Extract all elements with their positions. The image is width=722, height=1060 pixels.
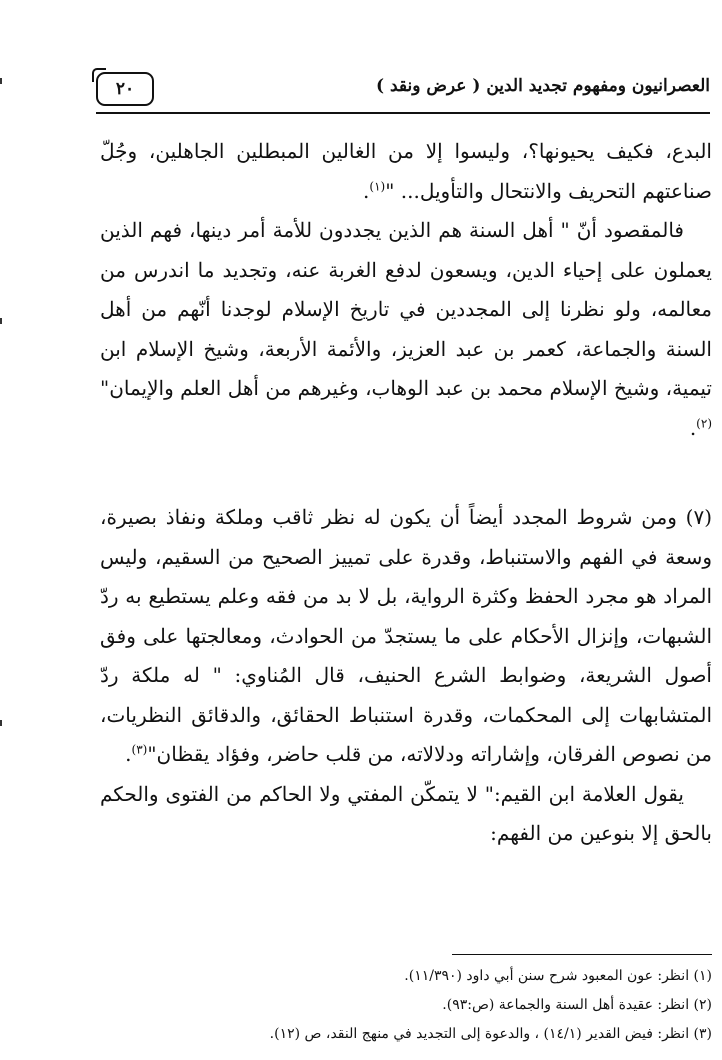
footnote-2: (٢) انظر: عقيدة أهل السنة والجماعة (ص:٩٣).	[442, 997, 712, 1013]
margin-mark	[0, 318, 2, 324]
footnote-3: (٣) انظر: فيض القدير (١٤/١) ، والدعوة إلى التجديد في منهج النقد، ص (١٢).	[269, 1026, 712, 1042]
page-header	[96, 66, 710, 114]
paragraph-tail: .	[125, 742, 132, 766]
footnote-1: (١) انظر: عون المعبود شرح سنن أبي داود (١١/٣٩٠).	[404, 968, 712, 984]
footnote-separator	[452, 954, 712, 955]
paragraph-text: فالمقصود أنّ " أهل السنة هم الذين يجددون للأمة أمر دينها، فهم الذين يعملون على إحياء الدين، ويسعون لدفع الغربة عنه، وتجديد ما اندرس من معالمه، ولو نظرنا إلى المجددين في تاريخ الإسلام لوجدنا أنّهم من أهل السنة والجماعة، كعمر بن عبد العزيز، والأئمة الأربعة، وشيخ الإسلام ابن تيمية، وشيخ الإسلام محمد بن عبد الوهاب، وغيرهم من أهل العلم والإيمان"	[100, 218, 712, 400]
paragraph-ibn-qayyim	[100, 775, 712, 854]
paragraph-condition-7	[100, 498, 712, 775]
running-title: العصرانيون ومفهوم تجديد الدين ( عرض ونقد )	[376, 76, 710, 96]
paragraph-text: البدع، فكيف يحيونها؟، وليسوا إلا من الغالين المبطلين الجاهلين، وجُلّ صناعتهم التحريف والانتحال والتأويل... "	[100, 139, 712, 203]
page-number: ٢٠	[96, 72, 154, 106]
body-text	[100, 132, 712, 854]
margin-mark	[0, 78, 2, 84]
footnotes	[100, 962, 712, 1049]
paragraph-tail: .	[689, 415, 697, 440]
paragraph-ahl-sunnah	[100, 211, 712, 448]
footnote-ref-2: (٢)	[696, 415, 712, 430]
footnote-ref-1: (١)	[369, 178, 386, 193]
footnote-ref-3: (٣)	[131, 742, 148, 757]
paragraph-tail: .	[363, 178, 370, 203]
paragraph-text: يقول العلامة ابن القيم:" لا يتمكّن المفتي ولا الحاكم من الفتوى والحكم بالحق إلا بنوعين من الفهم:	[100, 781, 712, 845]
paragraph-continuation	[100, 132, 712, 211]
margin-mark	[0, 720, 2, 726]
paragraph-text: (٧) ومن شروط المجدد أيضاً أن يكون له نظر ثاقب وملكة ونفاذ بصيرة، وسعة في الفهم والاستنباط، وقدرة على تمييز الصحيح من السقيم، وليس المراد هو مجرد الحفظ وكثرة الرواية، بل لا بد من فقه وعلم يستطيع به ردّ الشبهات، وإنزال الأحكام على ما يستجدّ من الحوادث، ومعالجتها على وفق أصول الشريعة، وضوابط الشرع الحنيف، قال المُناوي: " له ملكة ردّ المتشابهات إلى المحكمات، وقدرة استنباط الحقائق، والدقائق النظريات، من نصوص الفرقان، وإشاراته ودلالاته، من قلب حاضر، وفؤاد يقظان"	[100, 505, 712, 766]
